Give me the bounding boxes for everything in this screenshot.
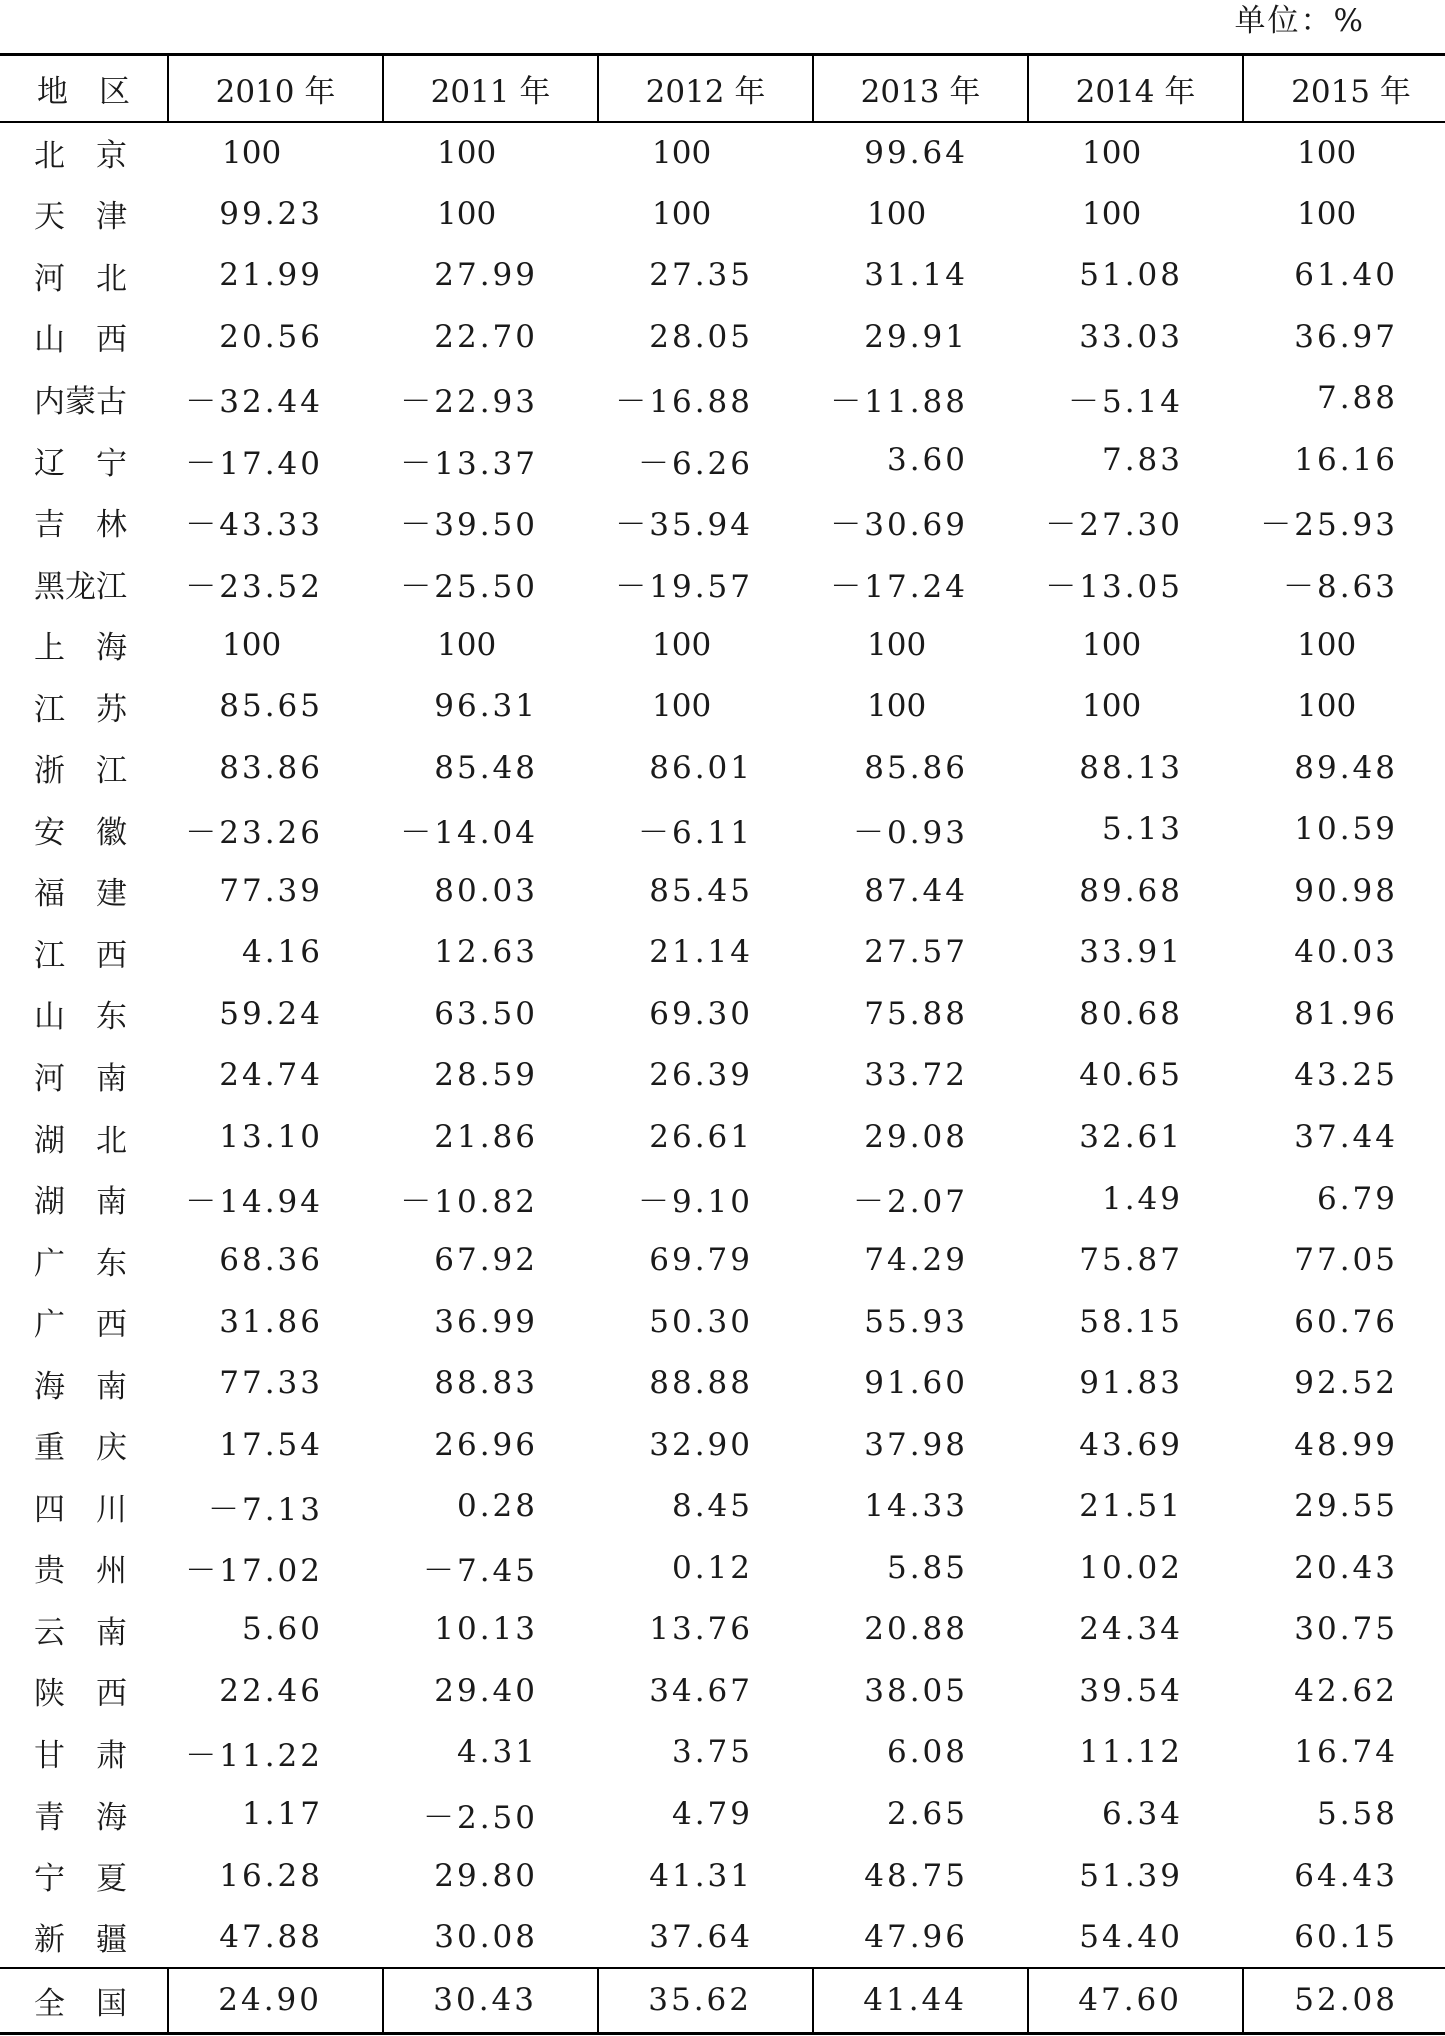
value-cell: 75.87	[1079, 1242, 1183, 1279]
value-cell: 100	[437, 134, 497, 171]
region-cell: 天 津	[34, 199, 127, 236]
value-cell: 24.90	[168, 1968, 383, 2034]
value-cell: 29.80	[434, 1857, 538, 1894]
value-cell: 21.51	[1079, 1488, 1183, 1525]
value-cell: 88.83	[434, 1365, 538, 1402]
value-cell: 61.40	[1294, 257, 1398, 294]
value-cell: 16.28	[219, 1857, 323, 1894]
value-cell: 41.44	[813, 1968, 1028, 2034]
value-cell: －23.52	[185, 568, 323, 605]
value-cell: 99.23	[219, 195, 323, 232]
region-cell: 山 东	[34, 999, 127, 1036]
value-cell: 16.16	[1294, 442, 1398, 478]
value-cell: 10.59	[1294, 811, 1398, 848]
value-cell: 5.85	[886, 1549, 968, 1586]
value-cell: 8.45	[671, 1488, 753, 1525]
region-cell: 河 北	[34, 260, 127, 297]
region-cell: 陕 西	[34, 1676, 127, 1713]
header-year: 2010 年	[168, 55, 383, 122]
table-row	[0, 1106, 1445, 1168]
value-cell: －39.50	[400, 507, 538, 544]
header-row	[0, 55, 1445, 122]
table-row	[0, 983, 1445, 1045]
value-cell: 91.83	[1079, 1365, 1183, 1402]
table-row	[0, 1414, 1445, 1476]
value-cell: 26.96	[434, 1426, 538, 1463]
value-cell: 29.91	[864, 318, 968, 355]
value-cell: 60.76	[1294, 1303, 1398, 1340]
value-cell: 10.13	[434, 1611, 538, 1648]
value-cell: 22.70	[434, 318, 538, 355]
value-cell: 0.12	[671, 1549, 753, 1586]
value-cell: 4.79	[671, 1796, 753, 1833]
region-cell: 甘 肃	[34, 1737, 127, 1774]
value-cell: 37.98	[864, 1426, 968, 1463]
region-cell: 山 西	[34, 322, 127, 359]
value-cell: 3.75	[671, 1734, 753, 1771]
value-cell: －6.11	[637, 814, 753, 851]
region-cell: 上 海	[34, 630, 127, 667]
value-cell: 100	[652, 195, 712, 232]
value-cell: －14.04	[400, 814, 538, 851]
value-cell: 77.33	[219, 1365, 323, 1402]
value-cell: 51.39	[1079, 1857, 1183, 1894]
region-cell: 安 徽	[34, 814, 127, 851]
value-cell: 89.68	[1079, 872, 1183, 909]
value-cell: －7.13	[207, 1491, 323, 1528]
table-row	[0, 1845, 1445, 1907]
value-cell: 39.54	[1079, 1672, 1183, 1709]
value-cell: 64.43	[1294, 1857, 1398, 1894]
value-cell: －13.05	[1045, 568, 1183, 605]
table-row	[0, 183, 1445, 245]
value-cell: 80.68	[1079, 995, 1183, 1032]
value-cell: 100	[652, 626, 712, 663]
value-cell: －16.88	[615, 383, 753, 420]
value-cell: 2.65	[886, 1796, 968, 1833]
value-cell: 21.99	[219, 257, 323, 294]
value-cell: －35.94	[615, 507, 753, 544]
value-cell: 100	[437, 195, 497, 232]
value-cell: 29.40	[434, 1672, 538, 1709]
value-cell: 14.33	[864, 1488, 968, 1525]
value-cell: 6.79	[1316, 1180, 1398, 1217]
value-cell: 51.08	[1079, 257, 1183, 294]
value-cell: 86.01	[649, 749, 753, 786]
value-cell: 100	[1297, 195, 1357, 232]
value-cell: 87.44	[864, 872, 968, 909]
value-cell: 1.17	[241, 1796, 323, 1833]
value-cell: 13.76	[649, 1611, 753, 1648]
value-cell: 52.08	[1243, 1968, 1445, 2034]
value-cell: 75.88	[864, 995, 968, 1032]
value-cell: 1.49	[1101, 1180, 1183, 1217]
value-cell: 91.60	[864, 1365, 968, 1402]
header-year: 2012 年	[598, 55, 813, 122]
value-cell: 20.43	[1294, 1549, 1398, 1586]
value-cell: 37.44	[1294, 1119, 1398, 1156]
value-cell: 35.62	[598, 1968, 813, 2034]
value-cell: 100	[1297, 688, 1357, 725]
value-cell: 69.79	[649, 1242, 753, 1279]
region-cell: 福 建	[34, 876, 127, 913]
value-cell: 100	[1297, 626, 1357, 663]
value-cell: 16.74	[1294, 1734, 1398, 1771]
value-cell: 47.60	[1028, 1968, 1243, 2034]
value-cell: 32.90	[649, 1426, 753, 1463]
value-cell: 85.45	[649, 872, 753, 909]
value-cell: 96.31	[434, 688, 538, 725]
value-cell: 17.54	[219, 1426, 323, 1463]
table-row	[0, 675, 1445, 737]
value-cell: 100	[222, 626, 282, 663]
value-cell: 26.61	[649, 1119, 753, 1156]
region-cell: 全 国	[0, 1968, 168, 2034]
value-cell: 31.14	[864, 257, 968, 294]
value-cell: 60.15	[1294, 1918, 1398, 1955]
value-cell: 13.10	[219, 1119, 323, 1156]
value-cell: 100	[1082, 626, 1142, 663]
value-cell: 100	[437, 626, 497, 663]
value-cell: 30.75	[1294, 1611, 1398, 1648]
value-cell: 28.05	[649, 318, 753, 355]
table-row	[0, 1722, 1445, 1784]
value-cell: 31.86	[219, 1303, 323, 1340]
value-cell: 5.13	[1101, 811, 1183, 848]
value-cell: －30.69	[830, 507, 968, 544]
value-cell: 38.05	[864, 1672, 968, 1709]
table-row	[0, 860, 1445, 922]
value-cell: 40.03	[1294, 934, 1398, 971]
value-cell: 59.24	[219, 995, 323, 1032]
value-cell: 41.31	[649, 1857, 753, 1894]
value-cell: －0.93	[852, 814, 968, 851]
value-cell: 32.61	[1079, 1119, 1183, 1156]
value-cell: 74.29	[864, 1242, 968, 1279]
value-cell: 36.99	[434, 1303, 538, 1340]
region-cell: 黑龙江	[34, 568, 127, 605]
value-cell: 0.28	[456, 1488, 538, 1525]
table-row	[0, 1599, 1445, 1661]
value-cell: 24.34	[1079, 1611, 1183, 1648]
table-row	[0, 1660, 1445, 1722]
value-cell: 5.60	[241, 1611, 323, 1648]
value-cell: －9.10	[637, 1184, 753, 1221]
header-year: 2014 年	[1028, 55, 1243, 122]
value-cell: 100	[1082, 688, 1142, 725]
table-row	[0, 1168, 1445, 1230]
value-cell: －19.57	[615, 568, 753, 605]
table-row	[0, 306, 1445, 368]
value-cell: 27.35	[649, 257, 753, 294]
value-cell: 47.88	[219, 1918, 323, 1955]
value-cell: 30.08	[434, 1918, 538, 1955]
value-cell: －7.45	[422, 1553, 538, 1590]
region-cell: 重 庆	[34, 1430, 127, 1467]
table-row	[0, 368, 1445, 430]
value-cell: 3.60	[886, 442, 968, 478]
value-cell: 50.30	[649, 1303, 753, 1340]
value-cell: 27.99	[434, 257, 538, 294]
region-cell: 浙 江	[34, 753, 127, 790]
table-row	[0, 491, 1445, 553]
data-table	[0, 53, 1445, 2035]
table-row	[0, 1229, 1445, 1291]
value-cell: 83.86	[219, 749, 323, 786]
value-cell: 33.91	[1079, 934, 1183, 971]
value-cell: 77.39	[219, 872, 323, 909]
table-row	[0, 1537, 1445, 1599]
value-cell: 34.67	[649, 1672, 753, 1709]
value-cell: 33.03	[1079, 318, 1183, 355]
header-year: 2015 年	[1243, 55, 1445, 122]
region-cell: 海 南	[34, 1368, 127, 1405]
value-cell: 48.75	[864, 1857, 968, 1894]
value-cell: 20.56	[219, 318, 323, 355]
value-cell: 6.34	[1101, 1796, 1183, 1833]
value-cell: 100	[652, 688, 712, 725]
header-region: 地 区	[0, 55, 168, 122]
region-cell: 辽 宁	[34, 445, 127, 482]
value-cell: 33.72	[864, 1057, 968, 1094]
header-year: 2013 年	[813, 55, 1028, 122]
region-cell: 云 南	[34, 1614, 127, 1651]
value-cell: －2.07	[852, 1184, 968, 1221]
value-cell: －8.63	[1282, 568, 1398, 605]
table-row	[0, 122, 1445, 184]
table-row	[0, 1476, 1445, 1538]
value-cell: 43.69	[1079, 1426, 1183, 1463]
value-cell: 40.65	[1079, 1057, 1183, 1094]
value-cell: 21.86	[434, 1119, 538, 1156]
region-cell: 河 南	[34, 1060, 127, 1097]
value-cell: 26.39	[649, 1057, 753, 1094]
value-cell: －11.88	[830, 383, 968, 420]
value-cell: －5.14	[1067, 383, 1183, 420]
value-cell: －13.37	[400, 445, 538, 482]
value-cell: 30.43	[383, 1968, 598, 2034]
region-cell: 新 疆	[34, 1922, 127, 1959]
value-cell: 58.15	[1079, 1303, 1183, 1340]
value-cell: 80.03	[434, 872, 538, 909]
value-cell: 10.02	[1079, 1549, 1183, 1586]
value-cell: 7.83	[1101, 442, 1183, 478]
value-cell: 22.46	[219, 1672, 323, 1709]
table-row	[0, 799, 1445, 861]
region-cell: 广 西	[34, 1307, 127, 1344]
value-cell: 100	[867, 195, 927, 232]
value-cell: －43.33	[185, 507, 323, 544]
value-cell: －25.50	[400, 568, 538, 605]
value-cell: 89.48	[1294, 749, 1398, 786]
region-cell: 北 京	[34, 138, 127, 175]
value-cell: 7.88	[1316, 380, 1398, 417]
value-cell: －23.26	[185, 814, 323, 851]
value-cell: 27.57	[864, 934, 968, 971]
value-cell: 85.48	[434, 749, 538, 786]
value-cell: 55.93	[864, 1303, 968, 1340]
header-year: 2011 年	[383, 55, 598, 122]
value-cell: 88.13	[1079, 749, 1183, 786]
value-cell: 12.63	[434, 934, 538, 971]
table-body	[0, 122, 1445, 2034]
value-cell: 42.62	[1294, 1672, 1398, 1709]
value-cell: 63.50	[434, 995, 538, 1032]
table-row	[0, 737, 1445, 799]
value-cell: 37.64	[649, 1918, 753, 1955]
value-cell: 36.97	[1294, 318, 1398, 355]
region-cell: 江 苏	[34, 691, 127, 728]
value-cell: 88.88	[649, 1365, 753, 1402]
value-cell: 4.31	[456, 1734, 538, 1771]
table-row	[0, 429, 1445, 491]
value-cell: 99.64	[864, 134, 968, 171]
table-row	[0, 1352, 1445, 1414]
region-cell: 湖 南	[34, 1184, 127, 1221]
value-cell: －14.94	[185, 1184, 323, 1221]
unit-label: 单位：%	[1234, 3, 1365, 39]
value-cell: 100	[1082, 195, 1142, 232]
value-cell: 11.12	[1079, 1734, 1183, 1771]
region-cell: 江 西	[34, 937, 127, 974]
value-cell: －11.22	[185, 1737, 323, 1774]
value-cell: 24.74	[219, 1057, 323, 1094]
value-cell: 29.55	[1294, 1488, 1398, 1525]
value-cell: 100	[222, 134, 282, 171]
table-row	[0, 1045, 1445, 1107]
region-cell: 吉 林	[34, 507, 127, 544]
value-cell: 100	[867, 626, 927, 663]
region-cell: 贵 州	[34, 1553, 127, 1590]
value-cell: 100	[1082, 134, 1142, 171]
value-cell: 67.92	[434, 1242, 538, 1279]
value-cell: －17.24	[830, 568, 968, 605]
table-row	[0, 614, 1445, 676]
value-cell: 20.88	[864, 1611, 968, 1648]
value-cell: 47.96	[864, 1918, 968, 1955]
region-cell: 宁 夏	[34, 1861, 127, 1898]
value-cell: 100	[1297, 134, 1357, 171]
value-cell: 85.86	[864, 749, 968, 786]
value-cell: 69.30	[649, 995, 753, 1032]
table-row	[0, 552, 1445, 614]
value-cell: －6.26	[637, 445, 753, 482]
region-cell: 青 海	[34, 1799, 127, 1836]
table-row	[0, 1783, 1445, 1845]
region-cell: 四 川	[34, 1491, 127, 1528]
value-cell: 68.36	[219, 1242, 323, 1279]
value-cell: 81.96	[1294, 995, 1398, 1032]
region-cell: 广 东	[34, 1245, 127, 1282]
value-cell: －32.44	[185, 383, 323, 420]
value-cell: 21.14	[649, 934, 753, 971]
value-cell: －17.02	[185, 1553, 323, 1590]
value-cell: －17.40	[185, 445, 323, 482]
table-row	[0, 245, 1445, 307]
value-cell: 4.16	[241, 934, 323, 971]
value-cell: －10.82	[400, 1184, 538, 1221]
value-cell: 28.59	[434, 1057, 538, 1094]
value-cell: 5.58	[1316, 1796, 1398, 1833]
value-cell: 85.65	[219, 688, 323, 725]
total-row	[0, 1968, 1445, 2034]
value-cell: 48.99	[1294, 1426, 1398, 1463]
value-cell: 100	[652, 134, 712, 171]
value-cell: 77.05	[1294, 1242, 1398, 1279]
table-row	[0, 922, 1445, 984]
value-cell: 29.08	[864, 1119, 968, 1156]
value-cell: 54.40	[1079, 1918, 1183, 1955]
region-cell: 内蒙古	[34, 383, 127, 420]
table-row	[0, 1906, 1445, 1968]
value-cell: －27.30	[1045, 507, 1183, 544]
value-cell: 6.08	[886, 1734, 968, 1771]
value-cell: 100	[867, 688, 927, 725]
value-cell: －2.50	[422, 1799, 538, 1836]
value-cell: 90.98	[1294, 872, 1398, 909]
table-row	[0, 1291, 1445, 1353]
value-cell: 92.52	[1294, 1365, 1398, 1402]
value-cell: －25.93	[1260, 507, 1398, 544]
region-cell: 湖 北	[34, 1122, 127, 1159]
value-cell: 43.25	[1294, 1057, 1398, 1094]
value-cell: －22.93	[400, 383, 538, 420]
